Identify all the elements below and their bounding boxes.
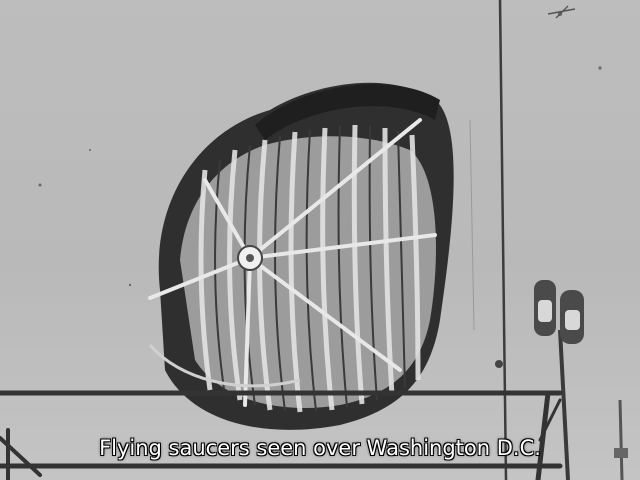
- radar-dish-icon: [150, 83, 454, 430]
- subtitle-caption: Flying saucers seen over Washington D.C.: [99, 436, 541, 460]
- antenna-mast-icon: [500, 0, 506, 480]
- distant-aircraft-icon: [548, 6, 575, 18]
